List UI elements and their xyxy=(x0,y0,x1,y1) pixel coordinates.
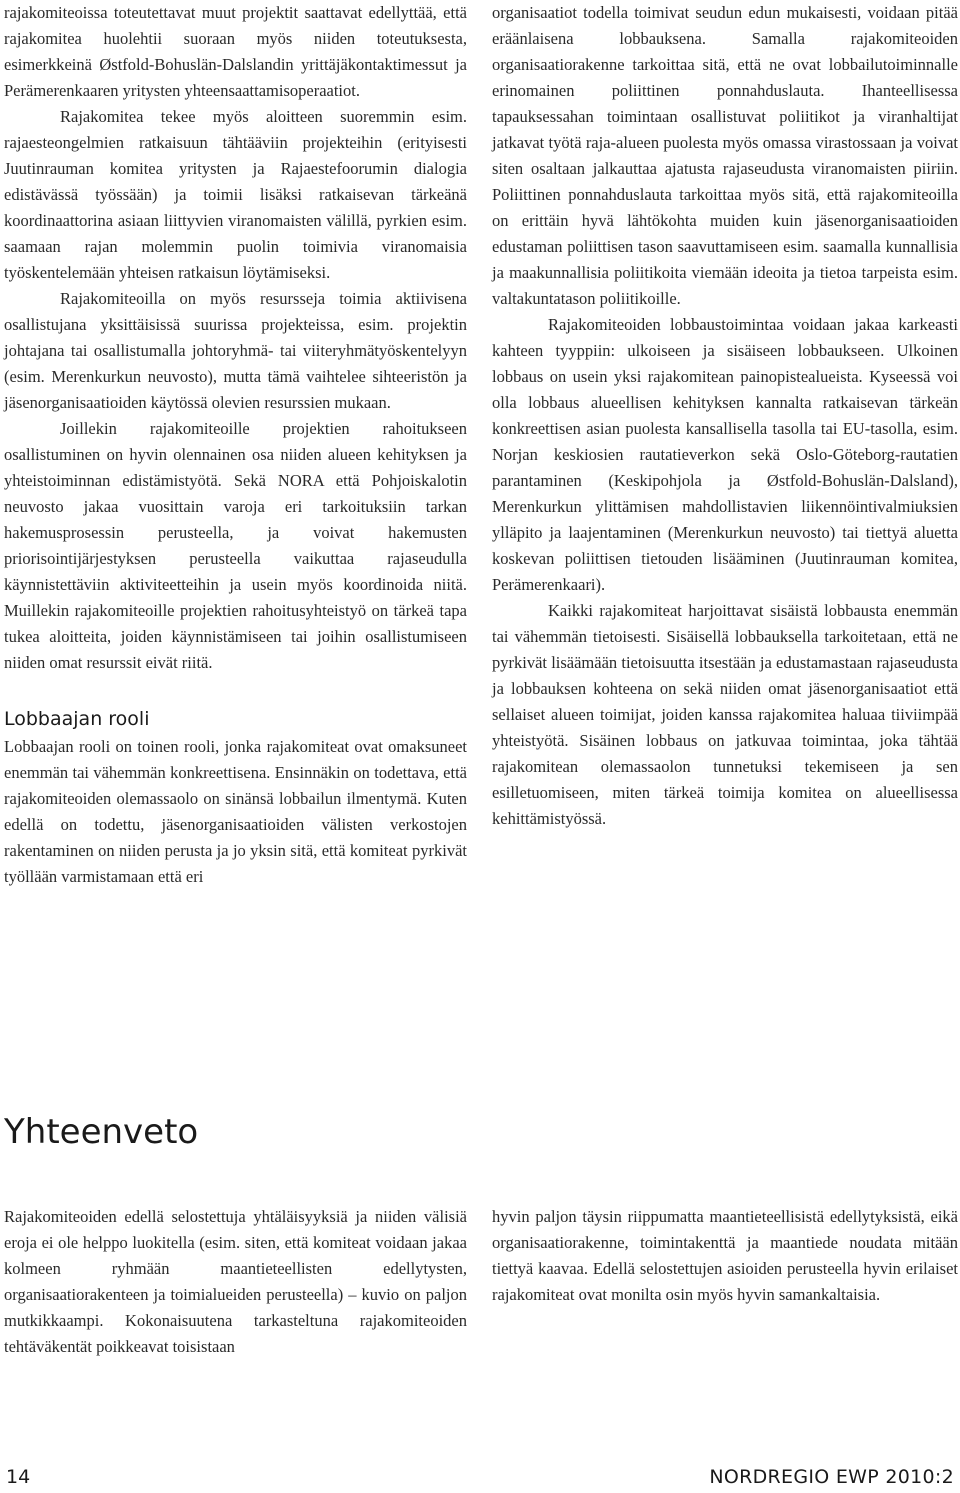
left-column-top xyxy=(4,0,467,890)
paragraph: Rajakomitea tekee myös aloitteen suoremmin esim. rajaesteongelmien ratkaisuun tähtääviin projekteihin (erityisesti Juutinrauman komitea yritysten ja Rajaestefoorumin dialogia edistävässä työssään) ja toimii lisäksi ratkaisevan tärkeänä koordinaattorina asiaan liittyvien viranomaisten välillä, pyrkien esim. saamaan rajan molemmin puolin toimivia viranomaisia työskentelemään yhteisen ratkaisun löytämiseksi. xyxy=(4,107,467,282)
paragraph: Rajakomiteoilla on myös resursseja toimia aktiivisena osallistujana yksittäisissä suurissa projekteissa, esim. projektin johtajana tai osallistumalla johtoryhmä- tai viiteryhmätyöskentelyyn (esim. Merenkurkun neuvosto), mutta tämä vaihtelee sihteeristön ja jäsenorganisaatioiden käytössä olevien resurssien mukaan. xyxy=(4,289,467,412)
subheading-lobbaajan-rooli: Lobbaajan rooli xyxy=(4,708,150,730)
paragraph: Kaikki rajakomiteat harjoittavat sisäistä lobbausta enemmän tai vähemmän tietoisesti. Sisäisellä lobbauksella tarkoitetaan, että ne pyrkivät lisäämään tietoisuutta itsestään ja edustamastaan rajaseudusta ja lobbauksen kohteena on sekä niiden omat jäsenorganisaatiot että sellaiset alueen toimijat, joiden kanssa rajakomitea haluaa tiiviimpää yhteistyötä. Sisäinen lobbaus on jatkuvaa toimintaa, joka tähtää rajakomitean olemassaolon tunnetuksi tekemiseen ja sen esilletuomiseen, miten tärkeä toimija komitea on alueellisessa kehittämistyössä. xyxy=(492,601,958,828)
paragraph: rajakomiteoissa toteutettavat muut projektit saattavat edellyttää, että rajakomitea huolehtii suoraan myös niiden toteutuksesta, esimerkkeinä Østfold-Bohuslän-Dalslandin yrittäjäkontaktimessut ja Perämerenkaaren yritysten yhteensaattamisoperaatiot. xyxy=(4,3,467,100)
paragraph: Rajakomiteoiden edellä selostettuja yhtäläisyyksiä ja niiden välisiä eroja ei ole helppo luokitella (esim. siten, että komiteat voidaan jakaa kolmeen ryhmään maantieteellisten edellytysten, organisaatiorakenteen ja toimialueiden perusteella) – kuvio on paljon mutkikkaampi. Kokonaisuutena tarkasteltuna rajakomiteoiden tehtäväkentät poikkeavat toisistaan xyxy=(4,1207,467,1356)
paragraph: Joillekin rajakomiteoille projektien rahoitukseen osallistuminen on hyvin olennainen osa niiden alueen kehityksen ja yhteistoiminnan edistämistyötä. Sekä NORA että Pohjoiskalotin neuvosto jakaa vuosittain varoja eri tarkoituksiin tarkan hakemusprosessin perusteella, ja voivat hakemusten priorisointijärjestyksen perusteella vaikuttaa rajaseudulla käynnistettäviin aktiviteetteihin ja usein myös koordinoida niitä. Muillekin rajakomiteoille projektien rahoitusyhteistyö on tärkeä tapa tukea aloitteita, joiden käynnistämiseen tai joihin osallistumiseen niiden omat resurssit eivät riitä. xyxy=(4,419,467,672)
paragraph: Rajakomiteoiden lobbaustoimintaa voidaan jakaa karkeasti kahteen tyyppiin: ulkoiseen ja sisäiseen lobbaukseen. Ulkoinen lobbaus on usein yksi rajakomitean painopistealueista. Kyseessä voi olla lobbaus alueellisen kehityksen kannalta ratkaisevan tärkeän konkreettisen asian puolesta kansallisella tasolla tai EU-tasolla, esim. Norjan keskiosien rautatieverkon sekä Oslo-Göteborg-rautatien parantaminen (Keskipohjola ja Østfold-Bohuslän-Dalsland), Merenkurkun ylittämisen mahdollistavien liikennöintivalmiuksien ylläpito ja laajentaminen (Merenkurkun neuvosto) tai tiettyä aluetta koskevan poliittisen tietouden lisääminen (Juutinrauman komitea, Perämerenkaari). xyxy=(492,315,958,594)
paragraph: Lobbaajan rooli on toinen rooli, jonka rajakomiteat ovat omaksuneet enemmän tai vähemmän konkreettisena. Ensinnäkin on todettava, että rajakomiteoiden olemassaolo on sinänsä lobbailun ilmentymä. Kuten edellä on todettu, jäsenorganisaatioiden välisten verkostojen rakentaminen on niiden perusta ja jo yksin sitä, että komiteat pyrkivät työllään varmistamaan että eri xyxy=(4,737,467,886)
paragraph: organisaatiot todella toimivat seudun edun mukaisesti, voidaan pitää eräänlaisena lobbauksena. Samalla rajakomiteoiden organisaatiorakenne tarkoittaa sitä, että ne ovat lobbailutoiminnalle erinomainen poliittinen ponnahduslauta. Ihanteellisessa tapauksessahan toimintaan osallistuvat poliitikot ja viranhaltijat jatkavat työtä raja-alueen puolesta myös omassa virastossaan ja voivat siten osaltaan jalkauttaa ajatusta rajaseudusta viranomaisten piiriin. Poliittinen ponnahduslauta tarkoittaa myös sitä, että rajakomiteoilla on erittäin hyvä lähtökohta muiden kuin jäsenorganisaatioiden edustaman poliittisen tason saavuttamiseen esim. saamalla kunnallisia ja maakunnallisia poliitikoita viemään ideoita ja tietoa tarpeista esim. valtakuntatason poliitikoille. xyxy=(492,3,958,308)
paragraph: hyvin paljon täysin riippumatta maantieteellisistä edellytyksistä, eikä organisaatiorakenne, toimintakenttä ja maantiede noudata mitään tiettyä kaavaa. Edellä selostettujen asioiden perusteella hyvin erilaiset rajakomiteat ovat monilta osin myös hyvin samankaltaisia. xyxy=(492,1207,958,1304)
right-column-bottom xyxy=(492,1204,958,1308)
page-number: 14 xyxy=(6,1466,31,1488)
left-column-bottom xyxy=(4,1204,467,1360)
publication-footer: NORDREGIO EWP 2010:2 xyxy=(709,1466,954,1488)
right-column-top xyxy=(492,0,958,832)
section-heading: Yhteenveto xyxy=(4,1112,199,1152)
